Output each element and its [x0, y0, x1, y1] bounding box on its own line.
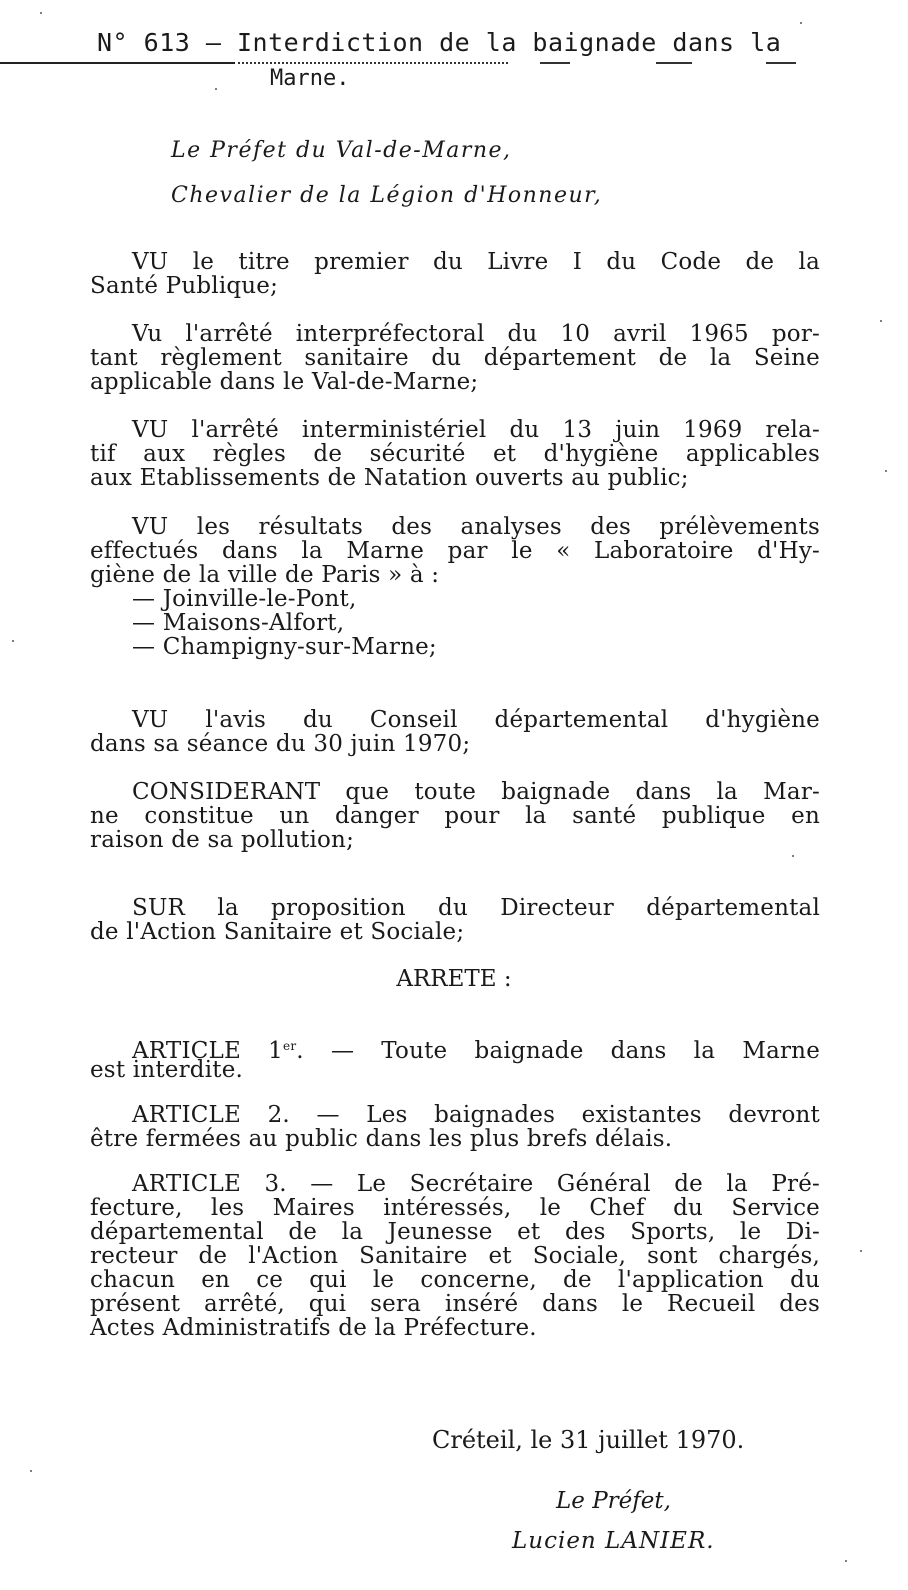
text-line: tant règlement sanitaire du département de la Seine: [90, 345, 820, 371]
article-1: [90, 1034, 820, 1082]
consideration-proposition: [90, 896, 820, 944]
text-line: raison de sa pollution;: [90, 827, 355, 853]
text-line: VU les résultats des analyses des prélèvements: [132, 514, 820, 540]
decree-title-continuation: Marne.: [270, 66, 350, 91]
issuer-title: Le Préfet du Val-de-Marne,: [171, 138, 512, 163]
text-line: VU l'avis du Conseil départemental d'hygiène: [132, 707, 820, 733]
scan-speck: [215, 88, 217, 90]
text-line: chacun en ce qui le concerne, de l'application du: [90, 1267, 820, 1293]
text-line: SUR la proposition du Directeur départemental: [132, 895, 820, 921]
article-2: [90, 1103, 820, 1151]
text-line: Actes Administratifs de la Préfecture.: [90, 1315, 537, 1341]
title-underline-fragment: [656, 62, 692, 64]
location-item: — Joinville-le-Pont,: [132, 586, 357, 612]
text-line: VU l'arrêté interministériel du 13 juin 1969 rela-: [132, 417, 820, 443]
text-line: ARTICLE 3. — Le Secrétaire Général de la Pré-: [132, 1171, 820, 1197]
scan-speck: [880, 320, 882, 322]
title-underline-dotted: [238, 62, 508, 64]
scan-speck: [885, 470, 887, 472]
text-line: présent arrêté, qui sera inséré dans le Recueil des: [90, 1291, 820, 1317]
text-line: effectués dans la Marne par le « Laboratoire d'Hy-: [90, 538, 820, 564]
text-line: tif aux règles de sécurité et d'hygiène applicables: [90, 441, 820, 467]
text-line: dans sa séance du 30 juin 1970;: [90, 731, 471, 757]
consideration-analyses: [90, 515, 820, 659]
title-underline-fragment: [540, 62, 570, 64]
text-line: ARTICLE 2. — Les baignades existantes devront: [132, 1102, 820, 1128]
text-line: fecture, les Maires intéressés, le Chef du Service: [90, 1195, 820, 1221]
text-line: CONSIDERANT que toute baignade dans la Mar-: [132, 779, 820, 805]
text-line: applicable dans le Val-de-Marne;: [90, 369, 479, 395]
decree-heading: ARRETE :: [396, 966, 512, 992]
signatory-title: Le Préfet,: [556, 1488, 671, 1514]
text-line: ne constitue un danger pour la santé publique en: [90, 803, 820, 829]
decree-title: N° 613 — Interdiction de la baignade dans la: [97, 28, 782, 57]
article-3: [90, 1172, 820, 1340]
text-line: recteur de l'Action Sanitaire et Sociale, sont chargés,: [90, 1243, 820, 1269]
text-line: être fermées au public dans les plus brefs délais.: [90, 1126, 673, 1152]
text-line: Vu l'arrêté interpréfectoral du 10 avril 1965 por-: [132, 321, 820, 347]
text-line: VU le titre premier du Livre I du Code de la: [132, 249, 820, 275]
consideration-code-sante: [90, 250, 820, 298]
text-line: départemental de la Jeunesse et des Sports, le Di-: [90, 1219, 820, 1245]
article-text: . — Toute baignade dans la Marne: [296, 1038, 820, 1064]
scan-speck: [792, 855, 794, 857]
text-line: giène de la ville de Paris » à :: [90, 562, 440, 588]
scan-speck: [845, 1560, 847, 1562]
scan-speck: [40, 12, 42, 14]
title-underline: [0, 62, 235, 64]
scan-speck: [860, 1250, 862, 1252]
signatory-name: Lucien LANIER.: [512, 1528, 715, 1554]
location-item: — Maisons-Alfort,: [132, 610, 345, 636]
place-and-date: Créteil, le 31 juillet 1970.: [432, 1426, 745, 1454]
article-label: ARTICLE 1: [132, 1038, 284, 1064]
consideration-arrete-1969: [90, 418, 820, 490]
title-underline-fragment: [766, 62, 796, 64]
text-line: [90, 1034, 820, 1064]
consideration-danger: [90, 780, 820, 852]
location-item: — Champigny-sur-Marne;: [132, 634, 437, 660]
text-line: est interdite.: [90, 1057, 244, 1083]
text-line: de l'Action Sanitaire et Sociale;: [90, 919, 465, 945]
scan-speck: [30, 1470, 32, 1472]
text-line: aux Etablissements de Natation ouverts au public;: [90, 465, 689, 491]
consideration-arrete-1965: [90, 322, 820, 394]
scan-speck: [12, 640, 14, 642]
scan-speck: [800, 22, 802, 24]
ordinal-superscript: er: [283, 1039, 297, 1053]
text-line: Santé Publique;: [90, 273, 279, 299]
issuer-honor: Chevalier de la Légion d'Honneur,: [171, 183, 603, 208]
consideration-avis-conseil: [90, 708, 820, 756]
